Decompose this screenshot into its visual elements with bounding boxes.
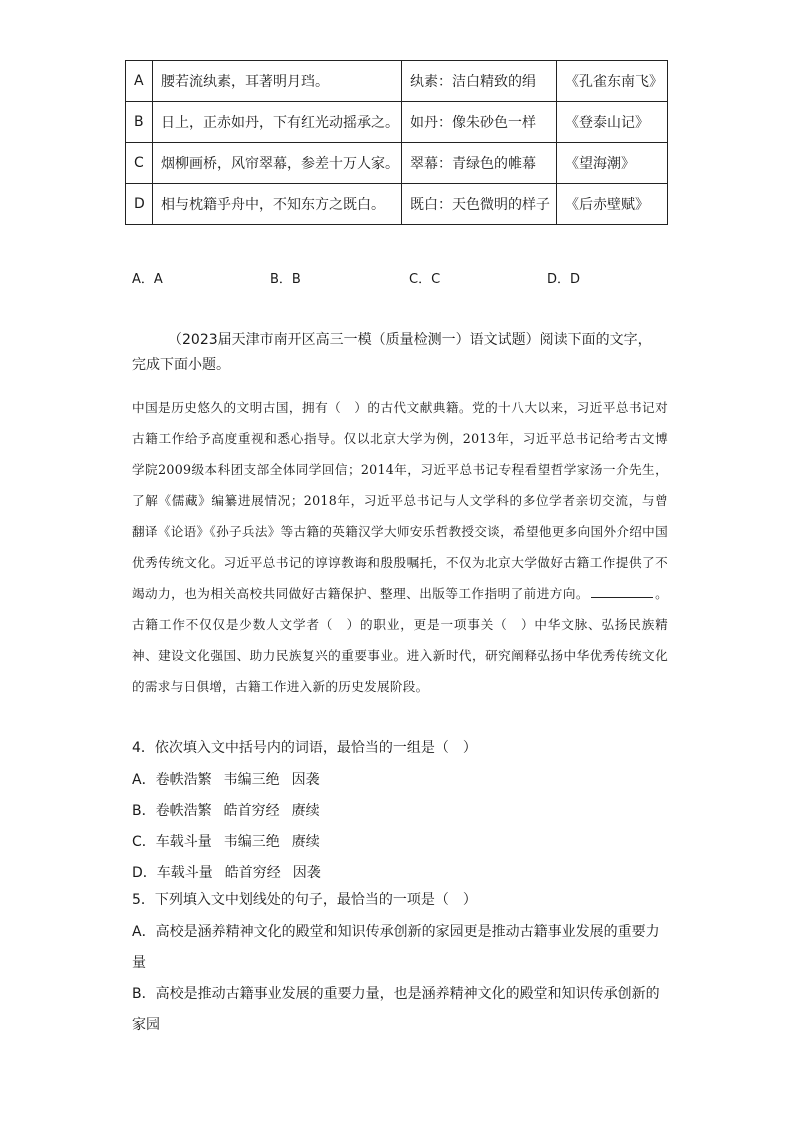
source-cell: 《登泰山记》 — [557, 102, 668, 143]
q4-option-word: 赓续 — [291, 834, 320, 850]
table-row — [126, 102, 668, 143]
sentence-cell: 腰若流纨素，耳著明月珰。 — [153, 61, 402, 102]
table-row — [126, 184, 668, 225]
answer-options — [132, 268, 652, 288]
table-row — [126, 61, 668, 102]
answer-option-b[interactable]: B．B — [270, 272, 301, 287]
q4-option-word: 皓首穷经 — [223, 803, 280, 819]
options-table — [125, 60, 668, 225]
passage-part-1: 中国是历史悠久的文明古国，拥有（ ）的古代文献典籍。党的十八大以来，习近平总书记对古籍工作给予高度重视和悉心指导。仅以北京大学为例，2013年，习近平总书记给考古文博学院2009级本科团支部全体同学回信；2014年，习近平总书记专程看望哲学家汤一介先生，了解《儒藏》编纂进展情况；2018年，习近平总书记与人文学科的多位学者亲切交流，与曾翻译《论语》《孙子兵法》等古籍的英籍汉学大师安乐哲教授交谈，希望他更多向国外介绍中国优秀传统文化。习近平总书记的谆谆教诲和殷殷嘱托，不仅为北京大学做好古籍工作提供了不竭动力，也为相关高校共同做好古籍保护、整理、出版等工作指明了前进方向。 — [132, 400, 668, 601]
question-5-stem: 5．下列填入文中划线处的句子，最恰当的一项是（ ） — [132, 892, 477, 908]
q4-option-word: 车载斗量 — [155, 834, 212, 850]
question-4-stem: 4．依次填入文中括号内的词语，最恰当的一组是（ ） — [132, 740, 477, 756]
explanation-cell: 如丹：像朱砂色一样 — [402, 102, 557, 143]
answer-option-a[interactable]: A．A — [132, 272, 163, 287]
source-cell: 《后赤壁赋》 — [557, 184, 668, 225]
q5-option-a[interactable] — [132, 917, 668, 979]
sentence-cell: 烟柳画桥，风帘翠幕，参差十万人家。 — [153, 143, 402, 184]
q4-option-word: 皓首穷经 — [224, 865, 281, 881]
answer-option-d[interactable]: D．D — [547, 272, 581, 287]
q4-option-c[interactable] — [132, 827, 668, 858]
q4-option-word: 车载斗量 — [156, 865, 213, 881]
q5-option-text: 高校是推动古籍事业发展的重要力量，也是涵养精神文化的殿堂和知识传承创新的家园 — [132, 986, 660, 1033]
q4-option-word: 因袭 — [291, 772, 320, 788]
reading-passage — [132, 392, 668, 702]
q4-option-word: 韦编三绝 — [223, 772, 280, 788]
fill-blank-line — [591, 585, 653, 598]
explanation-cell: 既白：天色微明的样子 — [402, 184, 557, 225]
source-cell: 《孔雀东南飞》 — [557, 61, 668, 102]
option-letter: D — [126, 184, 153, 225]
sentence-cell: 相与枕籍乎舟中，不知东方之既白。 — [153, 184, 402, 225]
q4-option-label: C． — [132, 834, 156, 850]
q4-option-word: 卷帙浩繁 — [155, 803, 212, 819]
q4-option-a[interactable] — [132, 765, 668, 796]
sentence-cell: 日上，正赤如丹，下有红光动摇承之。 — [153, 102, 402, 143]
table-row — [126, 143, 668, 184]
explanation-cell: 翠幕：青绿色的帷幕 — [402, 143, 557, 184]
q4-option-word: 赓续 — [291, 803, 320, 819]
q5-option-label: A． — [132, 924, 156, 940]
q4-option-label: D． — [132, 865, 157, 881]
answer-option-c[interactable]: C．C — [409, 272, 441, 287]
q4-option-label: A． — [132, 772, 156, 788]
q4-option-b[interactable] — [132, 796, 668, 827]
passage-part-2: 。古籍工作不仅仅是少数人文学者（ ）的职业，更是一项事关（ ）中华文脉、弘扬民族精神、建设文化强国、助力民族复兴的重要事业。进入新时代，研究阐释弘扬中华优秀传统文化的需求与日俱增，古籍工作进入新的历史发展阶段。 — [132, 586, 668, 694]
option-letter: B — [126, 102, 153, 143]
q4-option-label: B． — [132, 803, 156, 819]
explanation-cell: 纨素：洁白精致的绢 — [402, 61, 557, 102]
option-letter: C — [126, 143, 153, 184]
q5-option-text: 高校是涵养精神文化的殿堂和知识传承创新的家园更是推动古籍事业发展的重要力量 — [132, 924, 660, 971]
reading-intro: （2023届天津市南开区高三一模（质量检测一）语文试题）阅读下面的文字，完成下面小题。 — [132, 332, 652, 373]
q4-option-word: 卷帙浩繁 — [155, 772, 212, 788]
q5-option-label: B． — [132, 986, 156, 1002]
q4-option-word: 韦编三绝 — [223, 834, 280, 850]
source-cell: 《望海潮》 — [557, 143, 668, 184]
q5-option-b[interactable] — [132, 979, 668, 1041]
q4-option-word: 因袭 — [292, 865, 321, 881]
option-letter: A — [126, 61, 153, 102]
